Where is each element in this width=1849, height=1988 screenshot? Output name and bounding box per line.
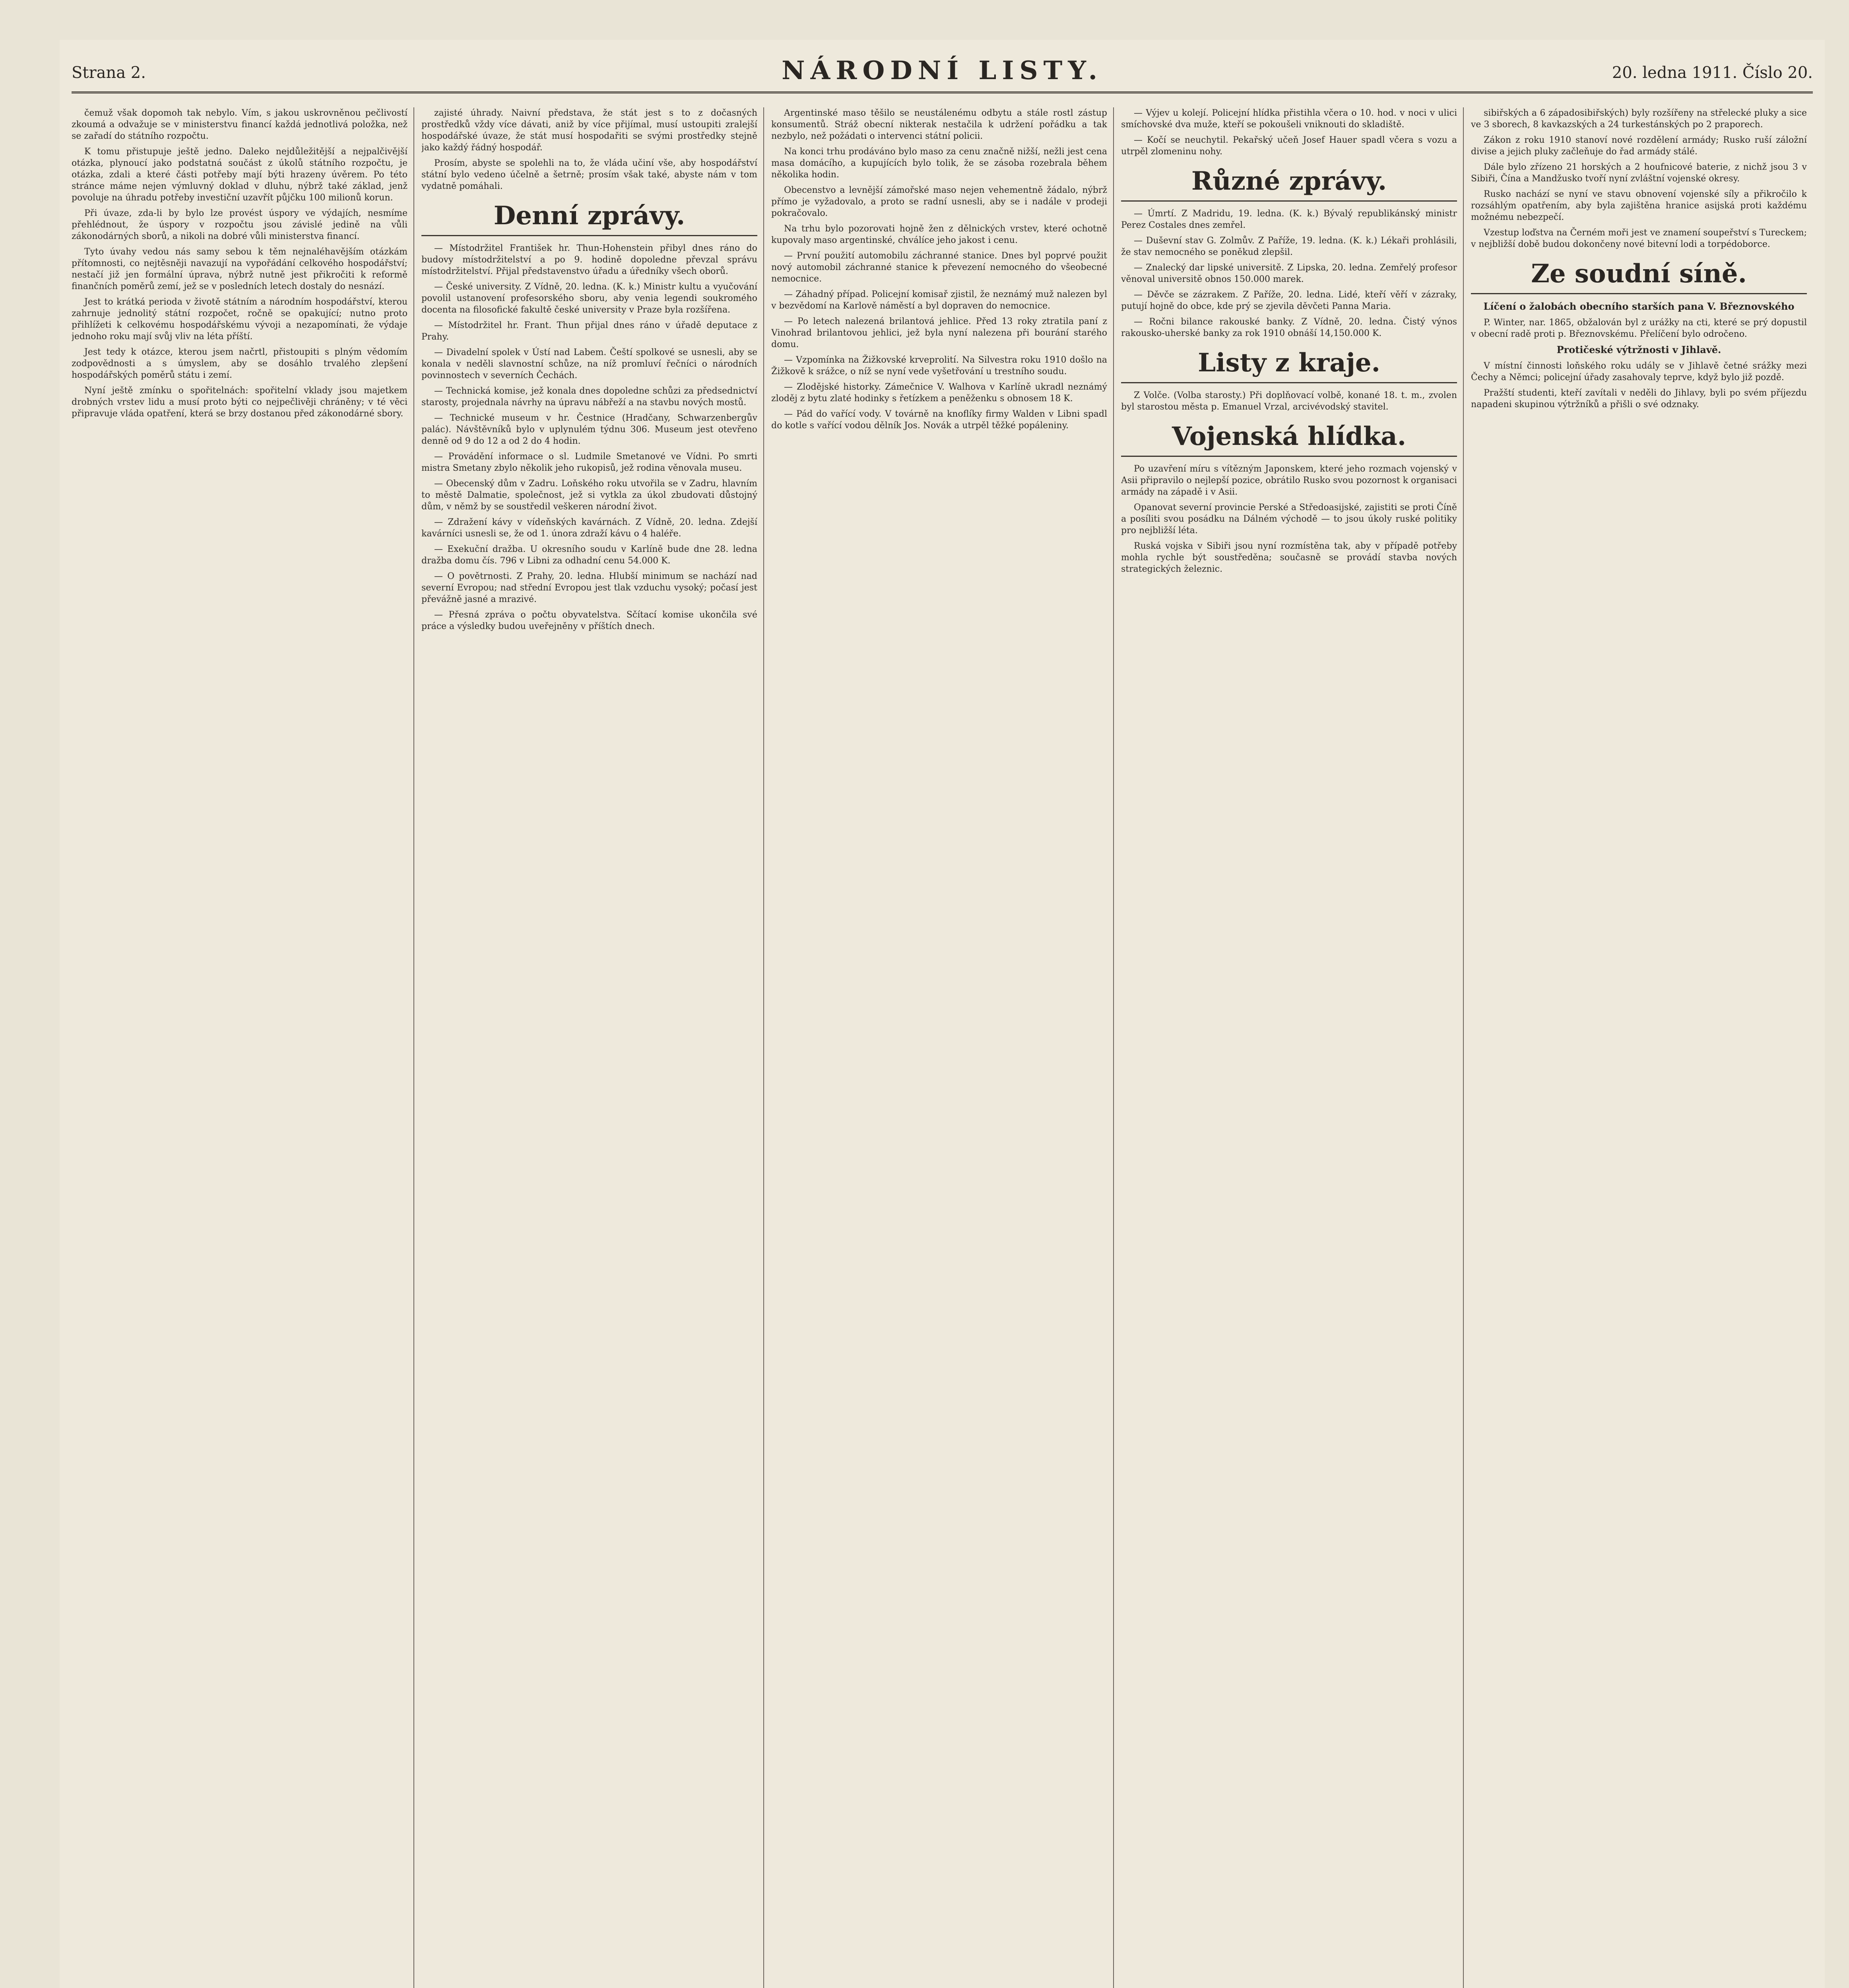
masthead (72, 56, 1813, 93)
column-rule (413, 107, 414, 1988)
news-item: — Přesná zpráva o počtu obyvatelstva. Sčítací komise ukončila své práce a výsledky budou uveřejněny v příštích dnech. (421, 610, 757, 631)
article-subheading: Protičeské výtržnosti v Jihlavě. (1556, 344, 1721, 355)
news-item: — Ročni bilance rakouské banky. Z Vídně, 20. ledna. Čistý výnos rakousko-uherské banky za rok 1910 obnáší 14,150.000 K. (1121, 317, 1457, 338)
paragraph: Jest to krátká perioda v životě státním a národním hospodářství, kterou zahrnuje jednolitý státní rozpočet, ročně se opakující; nutno proto přihlížeti k celkovému hospodářskému vývoji a nezapomínati, že výdaje jednoho roku mají svůj vliv na léta příští. (72, 297, 407, 342)
news-item: — O povětrnosti. Z Prahy, 20. ledna. Hlubší minimum se nachází nad severní Evropou; nad střední Evropou jest tlak vzduchu vysoký; počasí jest převážně jasné a mrazivé. (421, 571, 757, 604)
news-item: — Pád do vařící vody. V továrně na knoflíky firmy Walden v Libni spadl do kotle s vařící vodou dělník Jos. Novák a utrpěl těžké popáleniny. (771, 409, 1107, 431)
news-item: — Exekuční dražba. U okresního soudu v Karlíně bude dne 28. ledna dražba domu čís. 796 v Libni za odhadní cenu 54.000 K. (421, 544, 757, 566)
news-item: — Místodržitel hr. Frant. Thun přijal dnes ráno v úřadě deputace z Prahy. (421, 320, 757, 342)
news-item: — Obecenský dům v Zadru. Loňského roku utvořila se v Zadru, hlavním to městě Dalmatie, společnost, jež si vytkla za úkol zbudovati důstojný dům, v němž by se soustředil veškeren národní život. (421, 479, 757, 512)
column-5 (1471, 107, 1807, 1988)
paragraph: P. Winter, nar. 1865, obžalován byl z urážky na cti, které se prý dopustil v obecní radě proti p. Březnovskému. Přelíčení bylo odročeno. (1471, 318, 1807, 339)
page-number: Strana 2. (72, 64, 146, 82)
section-heading-vojenska-hlidka: Vojenská hlídka. (1121, 421, 1457, 457)
paragraph: čemuž však dopomoh tak nebylo. Vím, s jakou uskrovněnou pečlivostí zkoumá a odvažuje se v ministerstvu financí každá jednotlivá položka, než se zařadí do státního rozpočtu. (72, 108, 407, 141)
news-item: — Znalecký dar lipské universitě. Z Lipska, 20. ledna. Zemřelý profesor věnoval universitě obnos 150.000 marek. (1121, 263, 1457, 284)
news-item: — První použití automobilu záchranné stanice. Dnes byl poprvé použit nový automobil záchranné stanice k převezení nemocného do všeobecné nemocnice. (771, 251, 1107, 284)
news-item: — Provádění informace o sl. Ludmile Smetanové ve Vídni. Po smrti mistra Smetany zbylo několik jeho rukopisů, jež rodina věnovala museu. (421, 452, 757, 473)
news-item: — Technická komise, jež konala dnes dopoledne schůzi za předsednictví starosty, projednala návrhy na úpravu nábřeží a na stavbu nových mostů. (421, 386, 757, 408)
paragraph: zajisté úhrady. Naivní představa, že stát jest s to z dočasných prostředků vždy více dávati, aniž by více přijímal, musí ustoupiti zralejší hospodářské úvaze, že stát musí hospodařiti se svými prostředky stejně jako každý řádný hospodář. (421, 108, 757, 153)
paragraph: Nyní ještě zmínku o spořitelnách: spořitelní vklady jsou majetkem drobných vrstev lidu a musí proto býti co nejpečlivěji chráněny; v té věci připravuje vláda opatření, která se brzy dostanou před zákonodárné sbory. (72, 386, 407, 419)
article-subheading: Líčení o žalobách obecního starších pana V. Březnovského (1483, 301, 1795, 312)
column-rule (1463, 107, 1464, 1988)
news-item: — Místodržitel František hr. Thun-Hohenstein přibyl dnes ráno do budovy místodržitelství a po 9. hodině dopoledne převzal správu místodržitelství. Přijal představenstvo úřadu a úředníky všech oborů. (421, 243, 757, 276)
paragraph: Při úvaze, zda-li by bylo lze provést úspory ve výdajích, nesmíme přehlédnout, že úspory v rozpočtu jsou závislé jedině na vůli zákonodárných sborů, a nikoli na dobré vůli ministerstva financí. (72, 208, 407, 241)
paragraph: V místní činnosti loňského roku udály se v Jihlavě četné srážky mezi Čechy a Němci; policejní úřady zasahovaly teprve, když bylo již pozdě. (1471, 361, 1807, 382)
news-item: — Duševní stav G. Zolmův. Z Paříže, 19. ledna. (K. k.) Lékaři prohlásili, že stav nemocného se poněkud zlepšil. (1121, 236, 1457, 257)
paragraph: Tyto úvahy vedou nás samy sebou k těm nejnaléhavějším otázkám přítomnosti, co nejtěsněji navazují na vypořádání celkového hospodářství; nestačí již jen formální úprava, nýbrž nutně jest přikročiti k reformě finančních poměrů zemí, jež se v posledních letech dostaly do nesnází. (72, 247, 407, 291)
paragraph: Prosím, abyste se spolehli na to, že vláda učiní vše, aby hospodářství státní bylo vedeno účelně a šetrně; prosím však také, abyste nám v tom vydatně pomáhali. (421, 158, 757, 191)
paragraph: Vzestup loďstva na Černém moři jest ve znamení soupeřství s Tureckem; v nejbližší době budou dokončeny nové bitevní lodi a torpédoborce. (1471, 228, 1807, 249)
paragraph: Ruská vojska v Sibiři jsou nyní rozmístěna tak, aby v případě potřeby mohla rychle být soustředěna; současně se provádí stavba nových strategických železnic. (1121, 541, 1457, 574)
newspaper-page (60, 40, 1825, 1988)
news-item: — Vzpomínka na Žižkovské krveprolití. Na Silvestra roku 1910 došlo na Žižkově k srážce, o níž se nyní vede vyšetřování u trestního soudu. (771, 355, 1107, 377)
news-item: — Děvče se zázrakem. Z Paříže, 20. ledna. Lidé, kteří věří v zázraky, putují hojně do obce, kde prý se zjevila děvčeti Panna Maria. (1121, 290, 1457, 311)
column-2 (421, 107, 757, 1988)
news-item: — Úmrtí. Z Madridu, 19. ledna. (K. k.) Bývalý republikánský ministr Perez Costales dnes zemřel. (1121, 209, 1457, 230)
column-3 (771, 107, 1107, 1988)
news-item: — Technické museum v hr. Čestnice (Hradčany, Schwarzenbergův palác). Návštěvníků bylo v uplynulém týdnu 306. Museum jest otevřeno denně od 9 do 12 a od 2 do 4 hodin. (421, 413, 757, 446)
paragraph: Opanovat severní provincie Perské a Středoasijské, zajistiti se proti Číně a posíliti svou posádku na Dálném východě — to jsou úkoly ruské politiky pro nejbližší léta. (1121, 503, 1457, 536)
column-4 (1121, 107, 1457, 1988)
paragraph: Rusko nachází se nyní ve stavu obnovení vojenské síly a přikročilo k rozsáhlým opatřením, aby byla zajištěna hranice asijská proti každému možnému nebezpečí. (1471, 189, 1807, 222)
news-item: — Záhadný případ. Policejní komisař zjistil, že neznámý muž nalezen byl v bezvědomí na Karlově náměstí a byl dopraven do nemocnice. (771, 289, 1107, 311)
paragraph: Pražští studenti, kteří zavítali v neděli do Jihlavy, byli po svém příjezdu napadeni skupinou výtržníků a přišli o své odznaky. (1471, 388, 1807, 410)
news-item: Na trhu bylo pozorovati hojně žen z dělnických vrstev, které ochotně kupovaly maso argentinské, chválíce jeho jakost i cenu. (771, 224, 1107, 245)
news-item: — Po letech nalezená brilantová jehlice. Před 13 roky ztratila paní z Vinohrad brilantovou jehlici, jež byla nyní nalezena při bourání starého domu. (771, 316, 1107, 349)
section-heading-listy-z-kraje: Listy z kraje. (1121, 347, 1457, 383)
news-item: — Zlodějské historky. Zámečnice V. Walhova v Karlíně ukradl neznámý zloděj z bytu zlaté hodinky s řetízkem a peněženku s obnosem 18 K. (771, 382, 1107, 404)
paragraph: Po uzavření míru s vítězným Japonskem, které jeho rozmach vojenský v Asii připravilo o nejlepší pozice, obrátilo Rusko svou pozornost k organisaci armády na západě i v Asii. (1121, 464, 1457, 497)
paragraph: Dále bylo zřízeno 21 horských a 2 houfnicové baterie, z nichž jsou 3 v Sibiři, Čína a Mandžusko tvoří nyní zvláštní vojenské okresy. (1471, 162, 1807, 184)
column-1 (72, 107, 407, 1988)
column-rule (763, 107, 764, 1988)
news-item: — Výjev u kolejí. Policejní hlídka přistihla včera o 10. hod. v noci v ulici smíchovské dva muže, kteří se pokoušeli vniknouti do skladiště. (1121, 108, 1457, 130)
paragraph: Zákon z roku 1910 stanoví nové rozdělení armády; Rusko ruší záložní divise a jejich pluky začleňuje do řad armády stálé. (1471, 135, 1807, 157)
paragraph: K tomu přistupuje ještě jedno. Daleko nejdůležitější a nejpalčivější otázka, plynoucí jako podstatná součást z úkolů státního rozpočtu, je otázka, zdali a které části potřeby mají býti hrazeny úvěrem. Po této stránce máme nejen výmluvný doklad v dluhu, nýbrž také základ, jenž povoluje na úhradu potřeby investiční uzavřít půjčku 100 milionů korun. (72, 147, 407, 203)
news-item: — České university. Z Vídně, 20. ledna. (K. k.) Ministr kultu a vyučování povolil ustanovení profesorského sboru, aby venia legendi soukromého docenta na filosofické fakultě české university v Praze byla rozšířena. (421, 282, 757, 315)
paragraph: sibiřských a 6 západosibiřských) byly rozšířeny na střelecké pluky a sice ve 3 sborech, 8 kavkazských a 24 turkestánských po 2 praporech. (1471, 108, 1807, 130)
section-heading-ze-soudni-sine: Ze soudní síně. (1471, 258, 1807, 294)
news-item: — Zdražení kávy v vídeňských kavárnách. Z Vídně, 20. ledna. Zdejší kavárníci usnesli se, že od 1. února zdraží kávu o 4 haléře. (421, 517, 757, 539)
date-and-issue: 20. ledna 1911. Číslo 20. (1612, 64, 1813, 82)
news-item: Na konci trhu prodáváno bylo maso za cenu značně nižší, nežli jest cena masa domácího, a kupujících bylo tolik, že se zásoba rozebrala během několika hodin. (771, 147, 1107, 180)
news-item: Z Volče. (Volba starosty.) Při doplňovací volbě, konané 18. t. m., zvolen byl starostou města p. Emanuel Vrzal, arcivévodský stavitel. (1121, 390, 1457, 412)
news-item: Argentinské maso těšilo se neustálenému odbytu a stále rostl zástup konsumentů. Stráž obecní nikterak nestačila k udržení pořádku a tak nezbylo, než požádati o intervenci státní policii. (771, 108, 1107, 141)
news-item: — Kočí se neuchytil. Pekařský učeň Josef Hauer spadl včera s vozu a utrpěl zlomeninu nohy. (1121, 135, 1457, 157)
newspaper-title: NÁRODNÍ LISTY. (782, 56, 1103, 85)
paragraph: Jest tedy k otázce, kterou jsem načrtl, přistoupiti s plným vědomím zodpovědnosti a s úmyslem, aby se dosáhlo trvalého zlepšení hospodářských poměrů státu i zemí. (72, 347, 407, 380)
news-item: — Divadelní spolek v Ústí nad Labem. Čeští spolkové se usnesli, aby se konala v neděli slavnostní schůze, na níž promluví řečníci o národních povinnostech v severních Čechách. (421, 348, 757, 381)
news-item: Obecenstvo a levnější zámořské maso nejen vehementně žádalo, nýbrž přímo je vyžadovalo, a proto se radní usnesli, aby se i nadále v prodeji pokračovalo. (771, 185, 1107, 218)
column-rule (1113, 107, 1114, 1988)
section-heading-denni-zpravy: Denní zprávy. (421, 200, 757, 236)
section-heading-ruzne-zpravy: Různé zprávy. (1121, 165, 1457, 202)
